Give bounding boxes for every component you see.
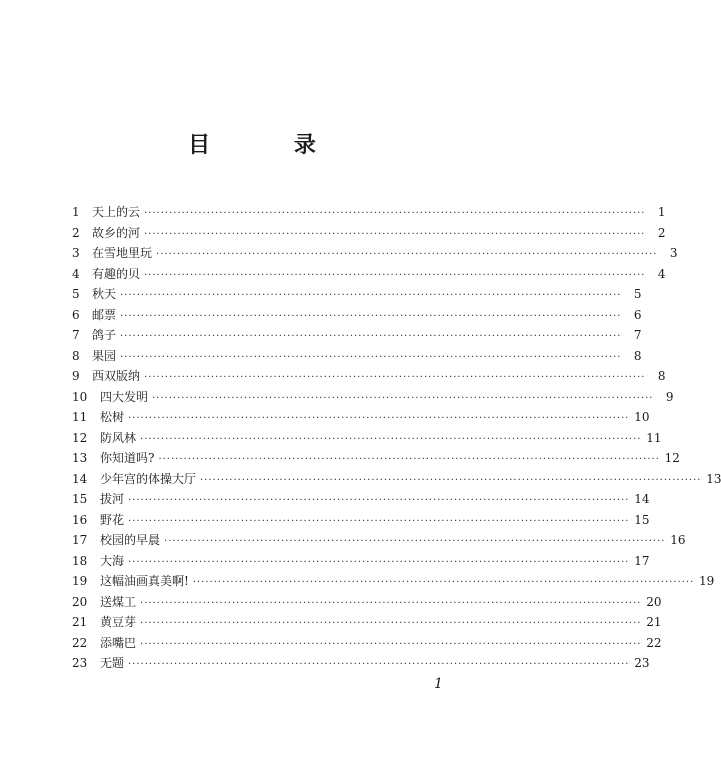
toc-entry-page: 8 <box>633 348 642 363</box>
toc-entry-title: 大海 <box>100 553 125 568</box>
toc-entry-number: 12 <box>72 430 88 445</box>
toc-entry <box>72 489 650 510</box>
toc-entry <box>72 325 642 346</box>
toc-entry-leader: ························································································································ <box>140 597 642 609</box>
toc-entry-title: 这幅油画真美啊! <box>100 574 189 588</box>
toc-entry-title: 防风林 <box>100 430 137 445</box>
toc-entry-number: 2 <box>72 225 80 240</box>
toc-entry-page: 7 <box>633 328 642 342</box>
toc-entry-title: 故乡的河 <box>92 225 141 240</box>
toc-entry <box>72 223 666 244</box>
toc-entry-number: 3 <box>72 246 80 260</box>
toc-entry <box>72 448 680 469</box>
toc-entry-number: 15 <box>72 492 88 506</box>
toc-entry-title: 天上的云 <box>92 205 141 219</box>
toc-entry-page: 22 <box>646 635 662 650</box>
toc-entry-leader: ························································································································ <box>144 208 646 219</box>
toc-entry-title: 无题 <box>100 656 125 670</box>
toc-entry <box>72 305 642 326</box>
toc-entry-leader: ························································································································ <box>200 474 702 486</box>
toc-entry <box>72 571 715 592</box>
toc-entry-page: 12 <box>664 451 680 465</box>
toc-entry-number: 7 <box>72 328 80 342</box>
toc-entry-page: 2 <box>657 225 666 240</box>
toc-entry-number: 9 <box>72 369 80 383</box>
toc-entry <box>72 612 662 633</box>
toc-entry-page: 15 <box>634 512 650 527</box>
toc-entry-title: 校园的早晨 <box>100 533 161 547</box>
toc-entry <box>72 510 650 531</box>
toc-entry <box>72 530 686 551</box>
toc-entry-title: 有趣的贝 <box>92 266 141 281</box>
toc-entry-leader: ························································································································ <box>120 290 622 301</box>
toc-entry <box>72 428 662 449</box>
toc-entry-page: 8 <box>657 369 666 383</box>
toc-entry <box>72 346 642 367</box>
toc-entry-leader: ························································································································ <box>140 618 642 629</box>
toc-entry-number: 1 <box>72 205 80 219</box>
toc-entry-leader: ························································································································ <box>144 228 646 240</box>
toc-entry <box>72 633 662 654</box>
toc-entry-leader: ························································································································ <box>128 659 630 670</box>
toc-entry-leader: ························································································································ <box>128 413 630 424</box>
toc-entry-number: 8 <box>72 348 80 363</box>
toc-entry-leader: ························································································································ <box>158 454 660 465</box>
toc-entry-page: 5 <box>633 287 642 301</box>
toc-entry <box>72 407 650 428</box>
toc-entry-title: 野花 <box>100 512 125 527</box>
toc-entry-page: 23 <box>634 656 650 670</box>
toc-entry-page: 14 <box>634 492 650 506</box>
toc-entry-title: 邮票 <box>92 307 117 322</box>
toc-entry <box>72 284 642 305</box>
toc-entry-leader: ························································································································ <box>120 331 622 342</box>
toc-entry-number: 5 <box>72 287 80 301</box>
toc-entry-number: 23 <box>72 656 88 670</box>
toc-entry-number: 10 <box>72 389 88 404</box>
toc-entry-title: 少年宫的体操大厅 <box>100 471 197 486</box>
toc-entry-title: 四大发明 <box>100 389 149 404</box>
toc-entry-title: 你知道吗? <box>100 451 155 465</box>
toc-entry-leader: ························································································································ <box>128 515 630 527</box>
toc-entry <box>72 387 674 408</box>
toc-entry-page: 11 <box>646 430 662 445</box>
toc-entry-leader: ························································································································ <box>120 351 622 363</box>
toc-entry-number: 11 <box>72 410 88 424</box>
toc-entry <box>72 592 662 613</box>
toc-entry-page: 21 <box>646 615 662 629</box>
toc-entry-number: 4 <box>72 266 80 281</box>
toc-entry-leader: ························································································································ <box>144 372 646 383</box>
toc-entry-page: 1 <box>657 205 666 219</box>
toc-entry-leader: ························································································································ <box>128 495 630 506</box>
toc-entry-number: 14 <box>72 471 88 486</box>
toc-entry-leader: ························································································································ <box>128 556 630 568</box>
toc-entry-number: 17 <box>72 533 88 547</box>
toc-entry-page: 10 <box>634 410 650 424</box>
toc-entry-number: 21 <box>72 615 88 629</box>
page-title: 目 录 <box>188 132 354 158</box>
toc-entry-leader: ························································································································ <box>144 269 646 281</box>
toc-entry-title: 添嘴巴 <box>100 635 137 650</box>
toc-entry-number: 16 <box>72 512 88 527</box>
toc-entry <box>72 264 666 285</box>
toc-entry-page: 17 <box>634 553 650 568</box>
toc-entry <box>72 202 666 223</box>
toc-entry-title: 黄豆芽 <box>100 615 137 629</box>
toc-entry-title: 拔河 <box>100 492 125 506</box>
toc-entry-page: 19 <box>699 574 715 588</box>
toc-entry-number: 22 <box>72 635 88 650</box>
toc-entry <box>72 243 678 264</box>
toc-entry-title: 在雪地里玩 <box>92 246 153 260</box>
toc-entry-page: 20 <box>646 594 662 609</box>
page-number: 1 <box>434 676 443 692</box>
toc-entry <box>72 551 650 572</box>
toc-entry-leader: ························································································································ <box>164 536 666 547</box>
toc-entry-leader: ························································································································ <box>140 433 642 445</box>
toc-entry-title: 鸽子 <box>92 328 117 342</box>
toc-entry-page: 16 <box>670 533 686 547</box>
table-of-contents <box>72 202 721 674</box>
toc-entry-title: 送煤工 <box>100 594 137 609</box>
toc-entry-number: 19 <box>72 574 88 588</box>
toc-entry-leader: ························································································································ <box>120 310 622 322</box>
toc-entry-number: 18 <box>72 553 88 568</box>
toc-entry-number: 6 <box>72 307 80 322</box>
toc-entry-number: 20 <box>72 594 88 609</box>
toc-entry <box>72 366 666 387</box>
toc-entry-leader: ························································································································ <box>140 638 642 650</box>
toc-entry-page: 9 <box>665 389 674 404</box>
toc-entry-title: 秋天 <box>92 287 117 301</box>
toc-entry-page: 13 <box>706 471 721 486</box>
toc-entry-leader: ························································································································ <box>156 249 658 260</box>
toc-entry-title: 西双版纳 <box>92 369 141 383</box>
toc-entry-number: 13 <box>72 451 88 465</box>
toc-entry <box>72 653 650 674</box>
toc-entry-title: 果园 <box>92 348 117 363</box>
toc-entry-page: 3 <box>669 246 678 260</box>
toc-entry-page: 6 <box>633 307 642 322</box>
toc-entry-leader: ························································································································ <box>192 577 695 588</box>
toc-entry <box>72 469 721 490</box>
toc-entry-page: 4 <box>657 266 666 281</box>
toc-entry-title: 松树 <box>100 410 125 424</box>
toc-entry-leader: ························································································································ <box>152 392 654 404</box>
